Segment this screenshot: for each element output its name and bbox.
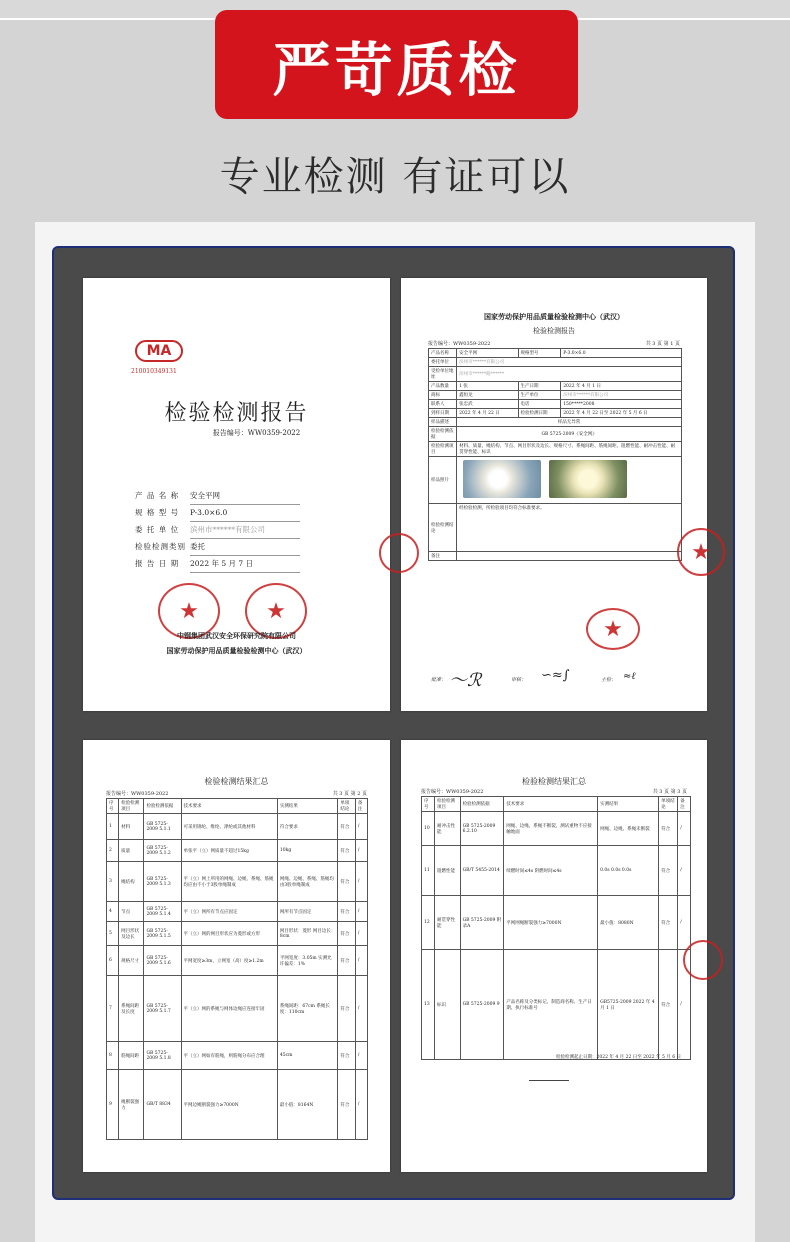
report-detail-page[interactable] (401, 278, 711, 711)
table-cell: 到样日期 (429, 409, 457, 418)
report-number: 报告编号：WW0359-2022 (428, 341, 491, 347)
table-cell: 符合 (338, 902, 355, 922)
table-row (429, 427, 682, 442)
table-row (429, 367, 682, 382)
sign-label: 主检： (601, 677, 617, 683)
table-row (107, 840, 368, 862)
table-cell: 平网宽度≥3m，立网宽（高）度≥1.2m (181, 946, 277, 976)
table-cell: 符合 (659, 896, 678, 950)
table-cell: 滨州市******有限公司 (457, 358, 682, 367)
table-cell: 符合 (338, 1070, 355, 1140)
end-line (529, 1080, 569, 1081)
field-value: P-3.0×6.0 (190, 505, 300, 522)
table-cell: 商标 (429, 391, 457, 400)
summary-page: 共 3 页 第 3 页 (652, 789, 687, 795)
table-cell: / (355, 814, 367, 840)
seal-stamp-icon: ★ (586, 608, 640, 650)
table-row (107, 922, 368, 946)
table-cell: 备注 (678, 797, 691, 812)
table-cell: GB/T 8834 (144, 1070, 181, 1140)
table-cell: GB/T 5455-2014 (460, 846, 504, 896)
cover-title: 检验检测报告 (164, 401, 309, 426)
table-cell: 技术要求 (504, 797, 598, 812)
field-label: 委 托 单 位 (135, 525, 180, 534)
table-cell: 产品名称及分类标记、制造商名称、生产日期、执行标准号 (504, 950, 598, 1060)
field-value: 2022 年 5 月 7 日 (190, 556, 300, 573)
table-cell: 最小值：8164N (277, 1070, 338, 1140)
table-cell: 筋绳间距 (119, 1042, 144, 1070)
table-cell: 序号 (422, 797, 435, 812)
table-cell: 符合 (659, 812, 678, 846)
table-cell: 规格型号 (518, 349, 561, 358)
table-row (429, 442, 682, 457)
table-row (107, 814, 368, 840)
seal-stamp-icon (683, 940, 723, 980)
signature-icon: 〜ℛ (449, 670, 482, 691)
table-row (429, 391, 682, 400)
table-cell: 符合 (338, 862, 355, 902)
table-cell: 耐贯穿性能 (435, 896, 461, 950)
table-cell: GB 5725-2009《安全网》 (457, 427, 682, 442)
table-row (107, 976, 368, 1042)
table-cell: 2022 年 4 月 22 日 (457, 409, 518, 418)
table-row (429, 552, 682, 561)
table-cell: 耐冲击性能 (435, 812, 461, 846)
field-label: 产 品 名 称 (135, 491, 180, 500)
table-cell: 3 (107, 862, 119, 902)
table-cell: / (678, 896, 691, 950)
table-cell: 备注 (355, 799, 367, 814)
sign-label: 审核： (511, 677, 527, 683)
report-org: 国家劳动保护用品质量检验检测中心（武汉） (484, 312, 624, 321)
seal-stamp-icon: ★ (245, 583, 307, 639)
sample-photo (463, 460, 541, 498)
table-cell: 网目形状：菱形 网目边长：8cm (277, 922, 338, 946)
table-cell: 平网宽度：3.05m 实测允许偏差：1% (277, 946, 338, 976)
table-cell: 10 (422, 812, 435, 846)
table-cell: GB 5725-2009 5.1.7 (144, 976, 181, 1042)
table-cell: GB 5725-2009 5.1.4 (144, 902, 181, 922)
table-cell: 样品描述 (429, 418, 457, 427)
test-dates: 检验检测起止日期：2022 年 4 月 22 日至 2022 年 5 月 6 日 (556, 1055, 681, 1060)
table-cell: / (355, 946, 367, 976)
table-cell: 符合 (659, 846, 678, 896)
table-row (107, 862, 368, 902)
table-cell: 规格尺寸 (119, 946, 144, 976)
table-cell (457, 457, 682, 504)
table-cell: 产品名称 (429, 349, 457, 358)
table-cell: 13 (422, 950, 435, 1060)
table-cell: 11 (422, 846, 435, 896)
table-cell: 平（立）网如有筋绳，则筋绳分布应合理 (181, 1042, 277, 1070)
table-cell: 2022 年 4 月 1 日 (561, 382, 682, 391)
table-row (429, 504, 682, 552)
table-cell: 实测结果 (277, 799, 338, 814)
table-header (107, 799, 368, 814)
table-cell: 材料 (119, 814, 144, 840)
table-cell: / (355, 1070, 367, 1140)
field-value: 委托 (190, 539, 300, 556)
signature-icon: ≈ℓ (623, 671, 636, 682)
summary-table (421, 796, 691, 1060)
table-cell: 网所有节点固定 (277, 902, 338, 922)
table-row (422, 846, 691, 896)
sample-photo (549, 460, 627, 498)
table-row (429, 400, 682, 409)
table-cell: 检验检测依据 (144, 799, 181, 814)
seal-stamp-icon: ★ (677, 528, 725, 576)
table-cell: 符合 (338, 1042, 355, 1070)
seal-stamp-icon (379, 533, 419, 573)
table-cell: 检验检测项目 (119, 799, 144, 814)
sign-label: 批准： (431, 677, 447, 683)
summary-page-2[interactable] (401, 740, 707, 1172)
table-cell: 5 (107, 922, 119, 946)
table-cell: 安全平网 (457, 349, 518, 358)
table-cell: 电话 (518, 400, 561, 409)
table-cell: 实测结果 (598, 797, 659, 812)
report-title: 检验检测报告 (533, 327, 575, 335)
table-cell: 标识 (435, 950, 461, 1060)
signature-icon: ∽≈∫ (541, 668, 570, 683)
table-row (422, 812, 691, 846)
table-cell: 1 (107, 814, 119, 840)
field-value: 滨州市******有限公司 (190, 522, 300, 539)
subtitle: 专业检测 有证可以 (219, 154, 571, 200)
cover-org-line1: 中钢集团武汉安全环保研究院有限公司 (177, 631, 296, 640)
table-cell: GB 5725-2009 5.1.6 (144, 946, 181, 976)
table-cell: 符合 (659, 950, 678, 1060)
table-cell: 单项结论 (659, 797, 678, 812)
field-label: 报 告 日 期 (135, 559, 180, 568)
summary-title: 检验检测结果汇总 (204, 777, 269, 786)
table-row (429, 457, 682, 504)
table-cell: 检验检测项目 (429, 442, 457, 457)
table-cell: 平（立）网所有节点应固定 (181, 902, 277, 922)
table-cell: 平（立）网的网目形状应为菱形或方形 (181, 922, 277, 946)
table-row (107, 946, 368, 976)
table-cell: 符合 (338, 976, 355, 1042)
summary-table (106, 798, 368, 1140)
table-cell: / (355, 902, 367, 922)
cma-number: 210010349131 (131, 368, 177, 375)
table-cell: GB 5725-2009 5.1.5 (144, 922, 181, 946)
table-cell: 符合 (338, 840, 355, 862)
table-cell: 网绳、边绳、系绳未断裂 (598, 812, 659, 846)
table-cell: 2022 年 4 月 22 日至 2022 年 5 月 6 日 (561, 409, 682, 418)
table-cell: GB 5725-2009 5.1.3 (144, 862, 181, 902)
table-cell: 检验检测结论 (429, 504, 457, 552)
table-cell: GB 5725-2009 5.1.8 (144, 1042, 181, 1070)
table-cell: 生产日期 (518, 382, 561, 391)
seal-stamp-icon: ★ (158, 583, 220, 639)
table-row (107, 1070, 368, 1140)
summary-title: 检验检测结果汇总 (522, 777, 586, 786)
table-row (422, 896, 691, 950)
table-cell: 网绳、边绳、系绳不断裂，测试重物不应接触地面 (504, 812, 598, 846)
summary-page: 共 3 页 第 2 页 (332, 791, 367, 797)
table-cell: 6 (107, 946, 119, 976)
table-cell: 4 (107, 902, 119, 922)
table-row (429, 418, 682, 427)
table-cell: 10kg (277, 840, 338, 862)
table-cell: 委托单位 (429, 358, 457, 367)
table-cell: 质量 (119, 840, 144, 862)
table-cell: 符合 (338, 814, 355, 840)
table-cell: 系绳间距及长度 (119, 976, 144, 1042)
table-cell: 技术要求 (181, 799, 277, 814)
cover-info (135, 488, 300, 573)
table-cell: 网绳、边绳、系绳、筋绳均由3股单绳制成 (277, 862, 338, 902)
table-cell: 9 (107, 1070, 119, 1140)
table-row (429, 358, 682, 367)
table-cell: 绳断裂强力 (119, 1070, 144, 1140)
table-cell: 联系人 (429, 400, 457, 409)
table-row (429, 409, 682, 418)
table-cell: / (355, 1042, 367, 1070)
table-cell: 最小值：8080N (598, 896, 659, 950)
table-cell: 产品数量 (429, 382, 457, 391)
field-label: 检验检测类别 (135, 542, 186, 551)
table-cell: 1 张 (457, 382, 518, 391)
table-cell: 平（立）网上所用的网绳、边绳、系绳、筋绳均应由不小于3股单绳制成 (181, 862, 277, 902)
table-cell: 12 (422, 896, 435, 950)
table-cell: / (678, 812, 691, 846)
table-cell: 0.0s 0.0s 0.0s (598, 846, 659, 896)
table-cell: 检验检测依据 (429, 427, 457, 442)
table-cell: 单张平（立）网质量不超过15kg (181, 840, 277, 862)
report-page: 共 3 页 第 1 页 (645, 341, 680, 347)
table-cell: / (355, 862, 367, 902)
cover-org-line2: 国家劳动保护用品质量检验检测中心（武汉） (166, 646, 307, 655)
table-cell: 单项结论 (338, 799, 355, 814)
report-cover-page[interactable] (83, 278, 390, 711)
table-cell: / (678, 950, 691, 1060)
field-value: 安全平网 (190, 488, 300, 505)
summary-page-1[interactable] (83, 740, 390, 1172)
table-cell: GB 5725-2009 6.2.10 (460, 812, 504, 846)
table-cell: 平网边绳断裂强力≥7000N (181, 1070, 277, 1140)
table-cell: 2 (107, 840, 119, 862)
table-cell: 网目形状及边长 (119, 922, 144, 946)
table-cell: P-3.0×6.0 (561, 349, 682, 358)
table-row (429, 349, 682, 358)
table-cell: 阻燃性能 (435, 846, 461, 896)
summary-number: 报告编号：WW0359-2022 (421, 789, 484, 795)
table-cell: 样品照片 (429, 457, 457, 504)
table-cell: 受检单位地址 (429, 367, 457, 382)
table-header (422, 797, 691, 812)
table-cell: 张忠武 (457, 400, 518, 409)
field-label: 规 格 型 号 (135, 508, 180, 517)
table-cell: GB 5725-2009 附录A (460, 896, 504, 950)
table-cell: 8 (107, 1042, 119, 1070)
table-cell: GB 5725-2009 9 (460, 950, 504, 1060)
cover-report-no: 报告编号：WW0359-2022 (212, 429, 301, 437)
table-cell: 45cm (277, 1042, 338, 1070)
table-cell: 可采用锦纶、维纶、涤纶或其他材料 (181, 814, 277, 840)
table-cell: 鑫恒龙 (457, 391, 518, 400)
table-row (429, 382, 682, 391)
table-cell: 系绳间距：67cm 系绳长度：110cm (277, 976, 338, 1042)
table-cell: 绳结构 (119, 862, 144, 902)
table-cell: 备注 (429, 552, 457, 561)
table-cell: 平（立）网的系绳与网体边绳应连接牢固 (181, 976, 277, 1042)
table-cell: 平网网绳断裂强力≥7000N (504, 896, 598, 950)
table-cell: 符合 (338, 922, 355, 946)
table-row (107, 1042, 368, 1070)
summary-number: 报告编号：WW0359-2022 (106, 791, 169, 797)
table-cell: 符合要求 (277, 814, 338, 840)
table-row (422, 950, 691, 1060)
table-cell: GB 5725-2009 5.1.2 (144, 840, 181, 862)
table-cell: 检验检测依据 (460, 797, 504, 812)
cma-logo: MA (135, 340, 183, 362)
table-cell: / (355, 840, 367, 862)
table-cell: GB 5725-2009 5.1.1 (144, 814, 181, 840)
table-cell: 续燃时间≤4s 阴燃时间≤4s (504, 846, 598, 896)
table-cell: 检验检测项目 (435, 797, 461, 812)
table-cell: 节点 (119, 902, 144, 922)
table-cell: 7 (107, 976, 119, 1042)
report-table (428, 348, 682, 561)
quality-badge: 严苛质检 (215, 10, 578, 119)
table-cell: 滨州市******有限公司 (561, 391, 682, 400)
table-cell: / (678, 846, 691, 896)
table-cell: 生产单位 (518, 391, 561, 400)
table-cell: / (355, 976, 367, 1042)
table-cell: GB5725-2009 2022 年 4 月 1 日 (598, 950, 659, 1060)
table-cell: 检验检测日期 (518, 409, 561, 418)
table-cell: 序号 (107, 799, 119, 814)
table-cell: / (355, 922, 367, 946)
table-row (107, 902, 368, 922)
table-cell (457, 552, 682, 561)
table-cell: 150*****2008 (561, 400, 682, 409)
table-cell: 滨州市******路****** (457, 367, 682, 382)
table-cell: 材料、质量、绳结构、节点、网目形状及边长、规格尺寸、系绳间距、筋绳间距、阻燃性能、耐冲击性能、耐贯穿性能、标识 (457, 442, 682, 457)
table-cell: 符合 (338, 946, 355, 976)
table-cell: 样品无异常 (457, 418, 682, 427)
table-cell: 经检验检测，所检验项目均符合标准要求。 (457, 504, 682, 552)
